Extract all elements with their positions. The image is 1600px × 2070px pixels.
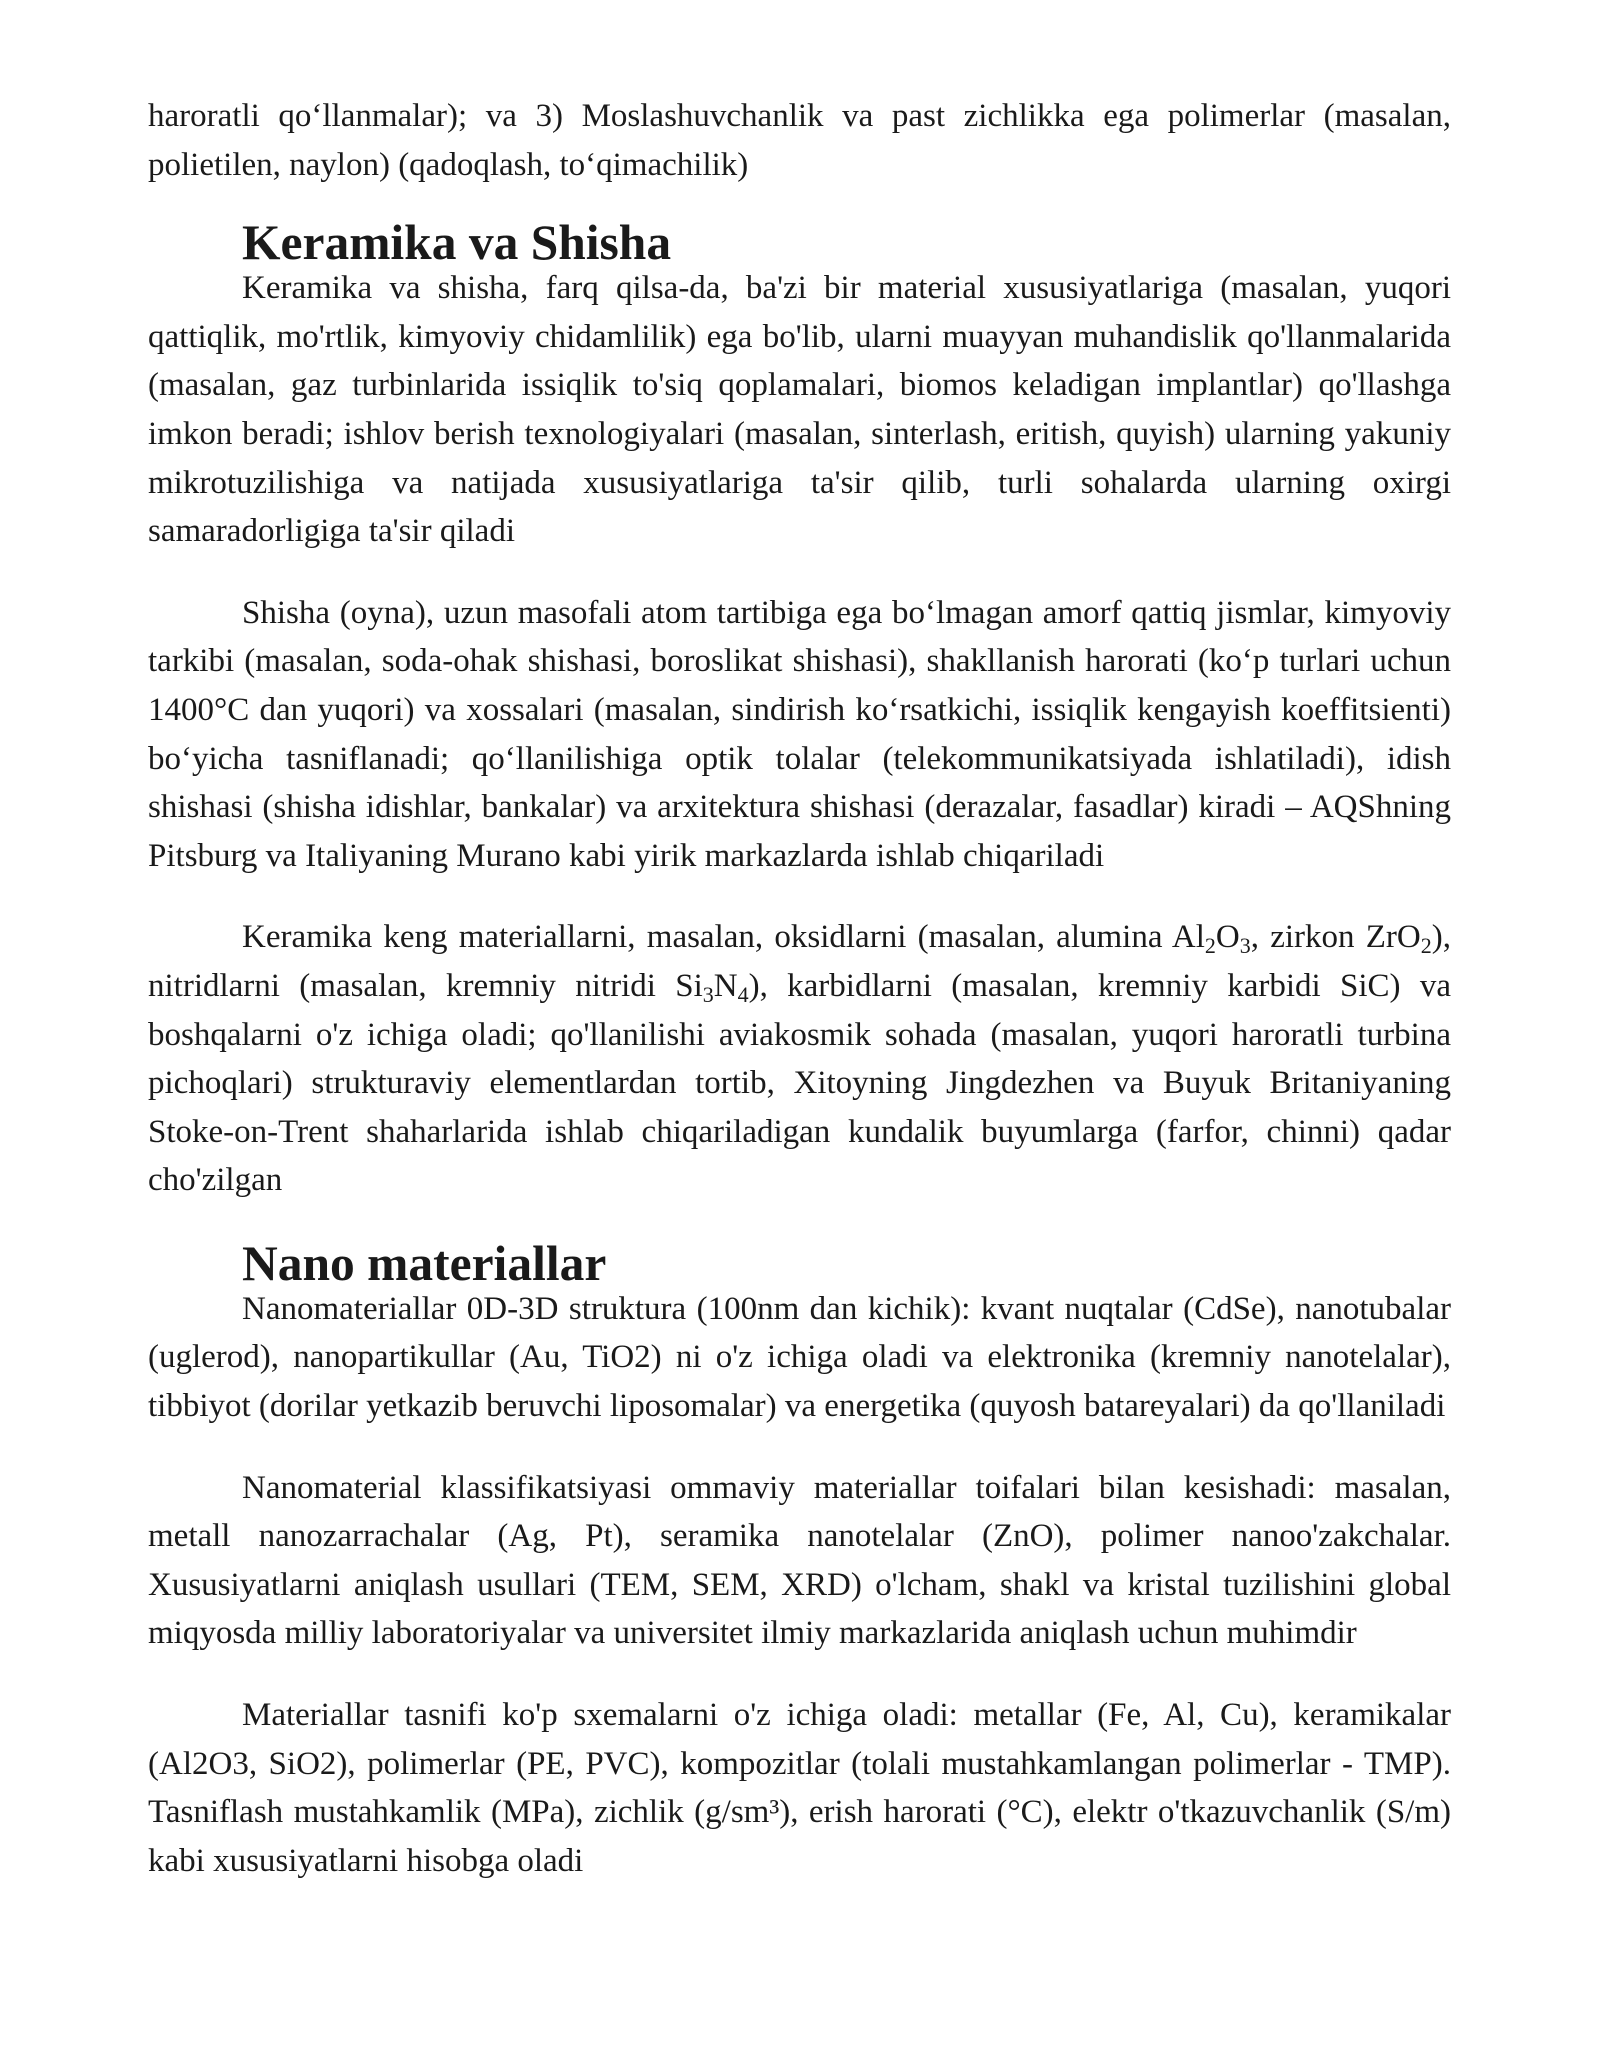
text-run: O (1215, 919, 1240, 956)
text-run: ), nitridlarni (masalan, kremniy nitridi Si (148, 919, 1451, 1004)
subscript: 3 (1239, 933, 1251, 959)
ceramics-paragraph-1: Keramika va shisha, farq qilsa-da, ba'zi bir material xususiyatlariga (masalan, yuqori qattiqlik, mo'rtlik, kimyoviy chidamlilik) ega bo'lib, ularni muayyan muhandislik qo'llanmalarida (masalan, gaz turbinlarida issiqlik to'siq qoplamalari, biomos keladigan implantlar) qo'llashga imkon beradi; ishlov berish texnologiyalari (masalan, sinterlash, eritish, quyish) ularning yakuniy mikrotuzilishiga va natijada xususiyatlariga ta'sir qilib, turli sohalarda ularning oxirgi samaradorligiga ta'sir qiladi (148, 270, 1451, 550)
section-heading-nano: Nano materiallar (242, 1235, 607, 1291)
text-run: Keramika keng materiallarni, masalan, oksidlarni (masalan, alumina Al (242, 919, 1205, 956)
intro-paragraph: haroratli qo‘llanmalar); va 3) Moslashuvchanlik va past zichlikka ega polimerlar (masalan, polietilen, naylon) (qadoqlash, to‘qimachilik) (148, 98, 1451, 183)
nano-paragraph-1: Nanomateriallar 0D-3D struktura (100nm dan kichik): kvant nuqtalar (CdSe), nanotubalar (uglerod), nanopartikullar (Au, TiO2) ni o'z ichiga oladi va elektronika (kremniy nanotelalar), tibbiyot (dorilar yetkazib beruvchi liposomalar) va energetika (quyosh batareyalari) da qo'llaniladi (148, 1290, 1451, 1425)
text-run: N (713, 967, 738, 1004)
nano-paragraph-2: Nanomaterial klassifikatsiyasi ommaviy materiallar toifalari bilan kesishadi: masalan, metall nanozarrachalar (Ag, Pt), seramika nanotelalar (ZnO), polimer nanoo'zakchalar. Xususiyatlarni aniqlash usullari (TEM, SEM, XRD) o'lcham, shakl va kristal tuzilishini global miqyosda milliy laboratoriyalar va universitet ilmiy markazlarida aniqlash uchun muhimdir (148, 1469, 1451, 1652)
ceramics-paragraph-2 (148, 913, 1451, 1205)
glass-paragraph: Shisha (oyna), uzun masofali atom tartibiga ega bo‘lmagan amorf qattiq jismlar, kimyoviy tarkibi (masalan, soda-ohak shishasi, boroslikat shishasi), shakllanish harorati (ko‘p turlari uchun 1400°C dan yuqori) va xossalari (masalan, sindirish ko‘rsatkichi, issiqlik kengayish koeffitsienti) bo‘yicha tasniflanadi; qo‘llanilishiga optik tolalar (telekommunikatsiyada ishlatiladi), idish shishasi (shisha idishlar, bankalar) va arxitektura shishasi (derazalar, fasadlar) kiradi – AQShning Pitsburg va Italiyaning Murano kabi yirik markazlarda ishlab chiqariladi (148, 594, 1451, 874)
subscript: 4 (737, 981, 749, 1007)
subscript: 2 (1420, 933, 1432, 959)
nano-paragraph-3: Materiallar tasnifi ko'p sxemalarni o'z ichiga oladi: metallar (Fe, Al, Cu), keramikalar (Al2O3, SiO2), polimerlar (PE, PVC), kompozitlar (tolali mustahkamlangan polimerlar - TMP). Tasniflash mustahkamlik (MPa), zichlik (g/sm³), erish harorati (°C), elektr o'tkazuvchanlik (S/m) kabi xususiyatlarni hisobga oladi (148, 1697, 1451, 1879)
section-heading-ceramics: Keramika va Shisha (242, 215, 672, 271)
text-run: , zirkon ZrO (1250, 919, 1421, 956)
subscript: 3 (702, 981, 714, 1007)
subscript: 2 (1204, 933, 1216, 959)
document-page (148, 92, 1451, 1885)
text-run: ), karbidlarni (masalan, kremniy karbidi SiC) va boshqalarni o'z ichiga oladi; qo'llanilishi aviakosmik sohada (masalan, yuqori haroratli turbina pichoqlari) strukturaviy elementlardan tortib, Xitoyning Jingdezhen va Buyuk Britaniyaning Stoke-on-Trent shaharlarida ishlab chiqariladigan kundalik buyumlarga (farfor, chinni) qadar cho'zilgan (148, 967, 1451, 1199)
